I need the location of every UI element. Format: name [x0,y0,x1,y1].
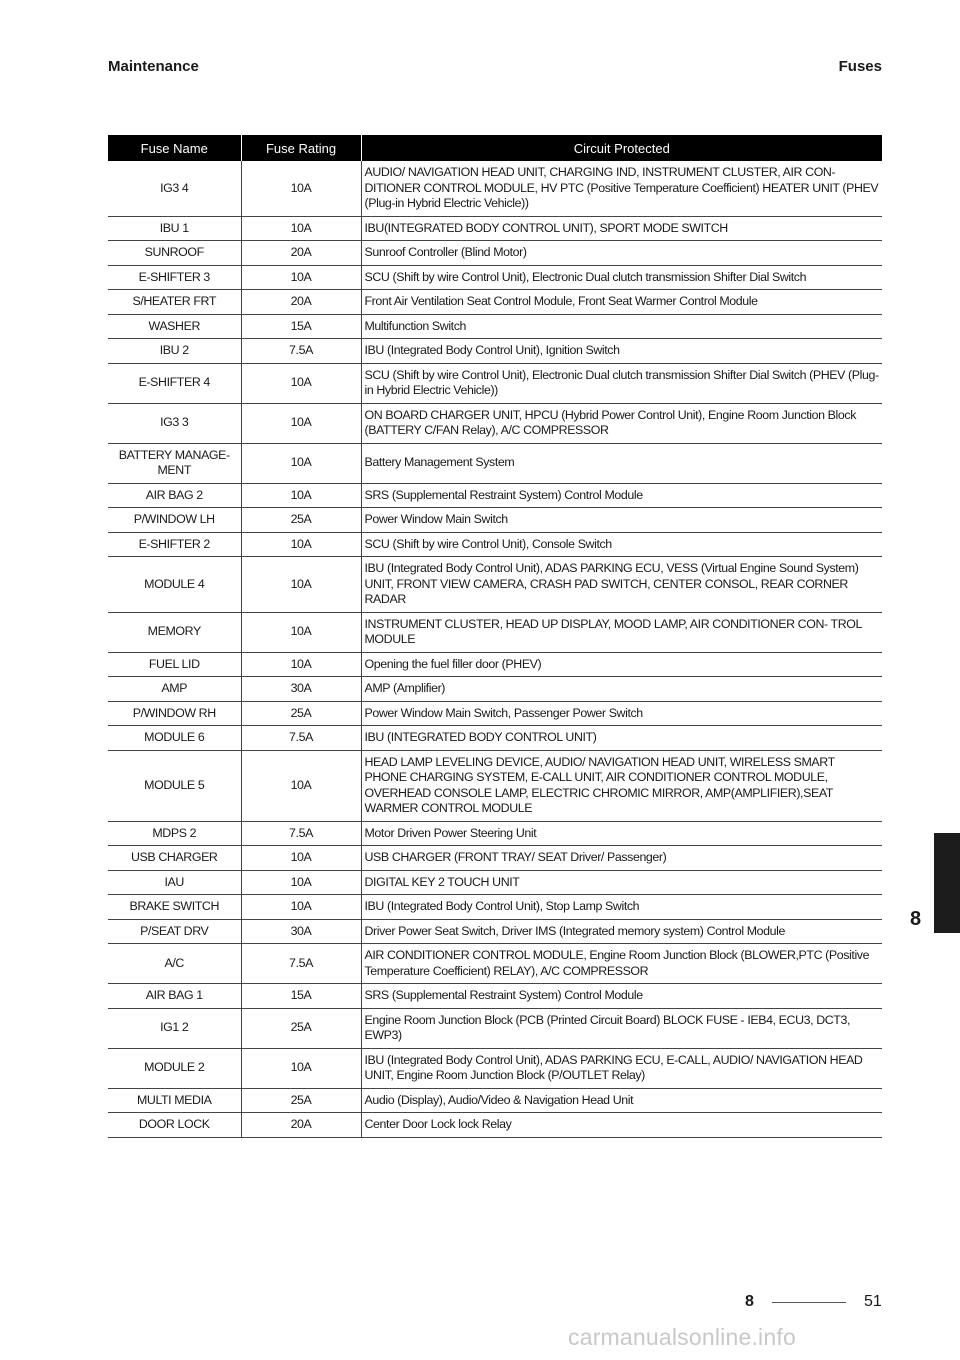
fuse-name-cell: MULTI MEDIA [108,1088,241,1113]
table-row [108,919,882,944]
circuit-protected-cell: Engine Room Junction Block (PCB (Printed Circuit Board) BLOCK FUSE - IEB4, ECU3, DCT3, EWP3) [361,1008,882,1048]
fuse-name-cell: IAU [108,870,241,895]
table-row [108,726,882,751]
fuse-rating-cell: 10A [241,532,361,557]
footer-page-number: 51 [864,1293,882,1310]
circuit-protected-cell: IBU(INTEGRATED BODY CONTROL UNIT), SPORT MODE SWITCH [361,216,882,241]
circuit-protected-cell: AIR CONDITIONER CONTROL MODULE, Engine Room Junction Block (BLOWER,PTC (Positive Temperature Coefficient) RELAY), A/C COMPRESSOR [361,944,882,984]
table-row [108,557,882,613]
circuit-protected-cell: Center Door Lock lock Relay [361,1113,882,1138]
fuse-rating-cell: 10A [241,846,361,871]
circuit-protected-cell: AUDIO/ NAVIGATION HEAD UNIT, CHARGING IND, INSTRUMENT CLUSTER, AIR CON- DITIONER CONTROL MODULE, HV PTC (Positive Temperature Coefficient) HEATER UNIT (PHEV (Plug-in Hybrid Electric Vehicle)) [361,161,882,216]
table-header-row [108,135,882,161]
circuit-protected-cell: SRS (Supplemental Restraint System) Control Module [361,483,882,508]
table-row [108,612,882,652]
circuit-protected-cell: SCU (Shift by wire Control Unit), Electronic Dual clutch transmission Shifter Dial Switch (PHEV (Plug-in Hybrid Electric Vehicle)) [361,363,882,403]
fuse-rating-cell: 10A [241,557,361,613]
fuse-name-cell: S/HEATER FRT [108,290,241,315]
circuit-protected-cell: Power Window Main Switch, Passenger Power Switch [361,701,882,726]
fuse-name-cell: P/WINDOW RH [108,701,241,726]
fuse-rating-cell: 20A [241,290,361,315]
fuse-rating-cell: 7.5A [241,726,361,751]
fuse-rating-cell: 10A [241,161,361,216]
table-row [108,532,882,557]
circuit-protected-cell: SCU (Shift by wire Control Unit), Electronic Dual clutch transmission Shifter Dial Switch [361,265,882,290]
table-row [108,701,882,726]
fuse-rating-cell: 20A [241,1113,361,1138]
table-row [108,161,882,216]
table-row [108,1088,882,1113]
table-row [108,483,882,508]
circuit-protected-cell: Front Air Ventilation Seat Control Module, Front Seat Warmer Control Module [361,290,882,315]
fuse-name-cell: MEMORY [108,612,241,652]
table-row [108,652,882,677]
table-row [108,443,882,483]
fuse-name-cell: IG1 2 [108,1008,241,1048]
fuse-rating-cell: 7.5A [241,821,361,846]
table-row [108,677,882,702]
fuse-rating-cell: 10A [241,750,361,821]
fuse-rating-cell: 25A [241,1008,361,1048]
table-row [108,846,882,871]
table-row [108,1113,882,1138]
fuse-name-cell: USB CHARGER [108,846,241,871]
table-row [108,1048,882,1088]
chapter-side-number: 8 [910,908,922,930]
table-row [108,241,882,266]
fuse-name-cell: BRAKE SWITCH [108,895,241,920]
fuse-name-cell: BATTERY MANAGE- MENT [108,443,241,483]
column-header-fuse-rating: Fuse Rating [241,135,361,161]
table-row [108,895,882,920]
footer-divider [772,1302,846,1303]
circuit-protected-cell: Sunroof Controller (Blind Motor) [361,241,882,266]
fuse-name-cell: AMP [108,677,241,702]
circuit-protected-cell: Power Window Main Switch [361,508,882,533]
fuse-name-cell: A/C [108,944,241,984]
fuse-rating-cell: 10A [241,1048,361,1088]
fuse-rating-cell: 30A [241,919,361,944]
fuse-name-cell: IG3 3 [108,403,241,443]
circuit-protected-cell: USB CHARGER (FRONT TRAY/ SEAT Driver/ Passenger) [361,846,882,871]
fuse-name-cell: MODULE 2 [108,1048,241,1088]
table-row [108,870,882,895]
table-row [108,403,882,443]
circuit-protected-cell: Motor Driven Power Steering Unit [361,821,882,846]
circuit-protected-cell: ON BOARD CHARGER UNIT, HPCU (Hybrid Power Control Unit), Engine Room Junction Block (BATTERY C/FAN Relay), A/C COMPRESSOR [361,403,882,443]
fuse-rating-cell: 10A [241,363,361,403]
fuse-rating-cell: 10A [241,612,361,652]
fuse-rating-cell: 15A [241,984,361,1009]
fuse-name-cell: SUNROOF [108,241,241,266]
fuse-name-cell: P/SEAT DRV [108,919,241,944]
section-title: Maintenance [108,58,199,75]
circuit-protected-cell: IBU (Integrated Body Control Unit), ADAS PARKING ECU, VESS (Virtual Engine Sound System) UNIT, FRONT VIEW CAMERA, CRASH PAD SWITCH, CENTER CONSOL, REAR CORNER RADAR [361,557,882,613]
circuit-protected-cell: HEAD LAMP LEVELING DEVICE, AUDIO/ NAVIGATION HEAD UNIT, WIRELESS SMART PHONE CHARGING SYSTEM, E-CALL UNIT, AIR CONDITIONER CONTROL MODULE, OVERHEAD CONSOLE LAMP, ELECTRIC CHROMIC MIRROR, AMP(AMPLIFIER),SEAT WARMER CONTROL MODULE [361,750,882,821]
circuit-protected-cell: IBU (Integrated Body Control Unit), Stop Lamp Switch [361,895,882,920]
table-row [108,363,882,403]
fuse-rating-cell: 10A [241,483,361,508]
fuse-rating-cell: 25A [241,1088,361,1113]
fuse-table [108,135,882,1138]
fuse-rating-cell: 20A [241,241,361,266]
fuse-rating-cell: 10A [241,403,361,443]
fuse-rating-cell: 10A [241,265,361,290]
table-row [108,314,882,339]
fuse-name-cell: AIR BAG 2 [108,483,241,508]
topic-title: Fuses [838,58,882,75]
circuit-protected-cell: INSTRUMENT CLUSTER, HEAD UP DISPLAY, MOOD LAMP, AIR CONDITIONER CON- TROL MODULE [361,612,882,652]
circuit-protected-cell: Opening the fuel filler door (PHEV) [361,652,882,677]
fuse-rating-cell: 15A [241,314,361,339]
fuse-rating-cell: 25A [241,701,361,726]
fuse-name-cell: WASHER [108,314,241,339]
chapter-side-tab [934,833,960,933]
fuse-name-cell: IBU 1 [108,216,241,241]
circuit-protected-cell: IBU (Integrated Body Control Unit), Ignition Switch [361,339,882,364]
fuse-name-cell: AIR BAG 1 [108,984,241,1009]
column-header-fuse-name: Fuse Name [108,135,241,161]
column-header-circuit-protected: Circuit Protected [361,135,882,161]
table-row [108,1008,882,1048]
table-row [108,216,882,241]
watermark: carmanualsonline.info [568,1324,796,1350]
fuse-rating-cell: 10A [241,870,361,895]
fuse-rating-cell: 7.5A [241,339,361,364]
fuse-name-cell: DOOR LOCK [108,1113,241,1138]
fuse-rating-cell: 10A [241,443,361,483]
circuit-protected-cell: Battery Management System [361,443,882,483]
circuit-protected-cell: Multifunction Switch [361,314,882,339]
table-row [108,984,882,1009]
fuse-name-cell: E-SHIFTER 3 [108,265,241,290]
fuse-name-cell: E-SHIFTER 4 [108,363,241,403]
fuse-name-cell: MDPS 2 [108,821,241,846]
fuse-rating-cell: 25A [241,508,361,533]
circuit-protected-cell: DIGITAL KEY 2 TOUCH UNIT [361,870,882,895]
fuse-name-cell: IG3 4 [108,161,241,216]
table-row [108,750,882,821]
circuit-protected-cell: SCU (Shift by wire Control Unit), Console Switch [361,532,882,557]
fuse-name-cell: IBU 2 [108,339,241,364]
fuse-name-cell: MODULE 4 [108,557,241,613]
table-row [108,265,882,290]
table-row [108,339,882,364]
fuse-name-cell: E-SHIFTER 2 [108,532,241,557]
fuse-rating-cell: 7.5A [241,944,361,984]
circuit-protected-cell: Audio (Display), Audio/Video & Navigation Head Unit [361,1088,882,1113]
table-row [108,821,882,846]
circuit-protected-cell: SRS (Supplemental Restraint System) Control Module [361,984,882,1009]
fuse-name-cell: P/WINDOW LH [108,508,241,533]
circuit-protected-cell: IBU (INTEGRATED BODY CONTROL UNIT) [361,726,882,751]
table-row [108,508,882,533]
footer-chapter-number: 8 [745,1293,754,1310]
fuse-rating-cell: 10A [241,652,361,677]
fuse-table-body [108,161,882,1137]
table-row [108,944,882,984]
fuse-rating-cell: 10A [241,216,361,241]
table-row [108,290,882,315]
circuit-protected-cell: Driver Power Seat Switch, Driver IMS (Integrated memory system) Control Module [361,919,882,944]
fuse-rating-cell: 10A [241,895,361,920]
fuse-name-cell: FUEL LID [108,652,241,677]
fuse-rating-cell: 30A [241,677,361,702]
circuit-protected-cell: IBU (Integrated Body Control Unit), ADAS PARKING ECU, E-CALL, AUDIO/ NAVIGATION HEAD UNIT, Engine Room Junction Block (P/OUTLET Relay) [361,1048,882,1088]
circuit-protected-cell: AMP (Amplifier) [361,677,882,702]
fuse-name-cell: MODULE 5 [108,750,241,821]
fuse-name-cell: MODULE 6 [108,726,241,751]
